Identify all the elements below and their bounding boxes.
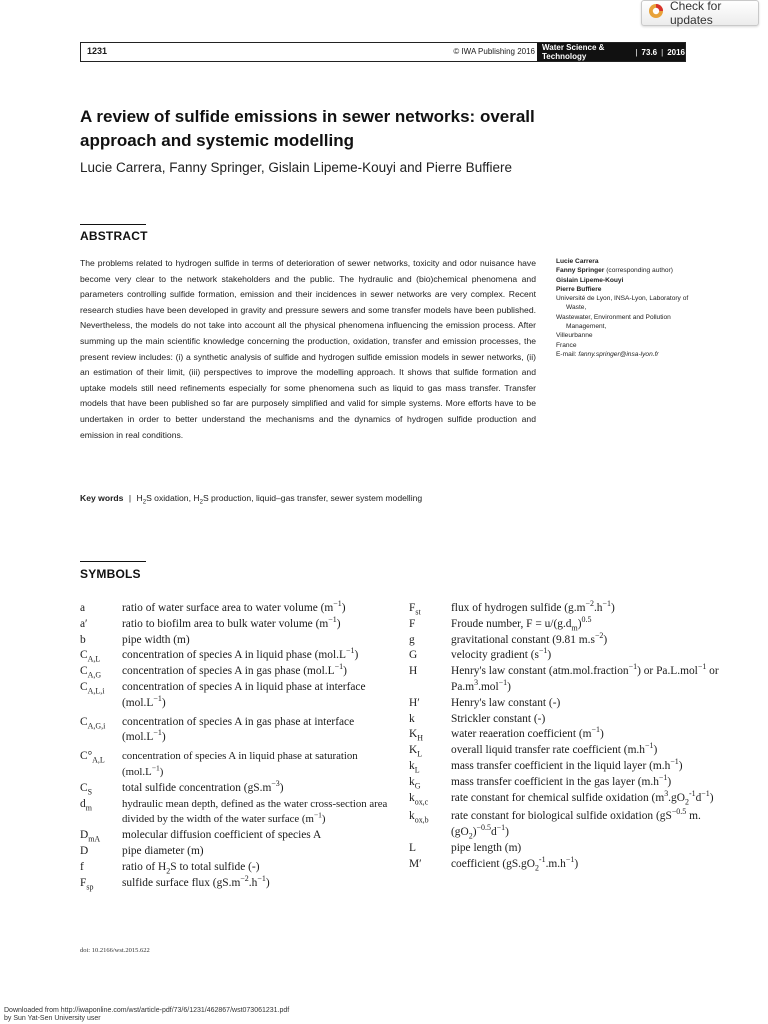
- symbol-row: g gravitational constant (9.81 $m.s^{-2}$): [409, 630, 608, 646]
- symbol-row: F Froude number, $F = u/(g.d_m)^{0.5}$: [409, 615, 592, 633]
- journal-volume: 73.6: [641, 47, 658, 57]
- check-for-updates-button[interactable]: [641, 0, 759, 26]
- aff-corresponding: (corresponding author): [604, 267, 673, 275]
- symbol-row: $k_L$ mass transfer coefficient in the liquid layer $(m.h^{-1})$: [409, 757, 683, 775]
- symbols-heading: SYMBOLS: [80, 567, 141, 581]
- symbol-row: H Henry's law constant (atm.mol.fraction$^{-1}$) or Pa.L.mol$^{-1}$ or $Pa.m^3.mol^{-1}$): [409, 662, 719, 693]
- symbols-rule: [80, 561, 146, 562]
- symbol-row: $C_{A,G}$ concentration of species A in gas phase $(mol.L^{-1})$: [80, 662, 347, 680]
- abstract-heading: ABSTRACT: [80, 229, 148, 243]
- aff-name-4: Pierre Buffiere: [556, 285, 602, 293]
- symbol-row: $K_H$ water reaeration coefficient $(m^{-1})$: [409, 725, 604, 743]
- aff-line-1: Université de Lyon, INSA-Lyon, Laboratory of: [556, 295, 689, 303]
- symbol-row: $k_G$ mass transfer coefficient in the gas layer $(m.h^{-1})$: [409, 772, 672, 791]
- paper-title: [80, 105, 640, 153]
- symbol-row: $d_m$ hydraulic mean depth, defined as the water cross-section area divided by the width of the water surface $(m^{-1})$: [80, 797, 388, 826]
- check-updates-label: Check for updates: [670, 0, 722, 27]
- authors: Lucie Carrera, Fanny Springer, Gislain Lipeme-Kouyi and Pierre Buffiere: [80, 160, 512, 175]
- symbol-row: $k_{ox,c}$ rate constant for chemical sulfide oxidation $(m^3.gO_2^{-1}d^{-1})$: [409, 788, 714, 806]
- aff-line-4: Management,: [566, 323, 607, 331]
- symbol-row: $F_{sp}$ sulfide surface flux $(gS.m^{-2}.h^{-1})$: [80, 873, 270, 891]
- check-updates-icon: [648, 3, 664, 24]
- symbol-row: f ratio of $H_2S$ to total sulfide (-): [80, 860, 260, 876]
- symbol-row: $C_S$ total sulfide concentration $(gS.m^{-3})$: [80, 778, 284, 797]
- symbol-row: $F_{st}$ flux of hydrogen sulfide $(g.m^{-2}.h^{-1})$: [409, 599, 615, 617]
- journal-name: Water Science & Technology: [542, 43, 605, 61]
- abstract-text: The problems related to hydrogen sulfide in terms of deterioration of sewer networks, toxicity and odor nuisance have become very clear to the network stakeholders and the public. The hydraulic and (bio)chemical phenomena and parameters controlling sulfide formation, emission and their incidences in sewer networks are very complex. Recent research studies have been developed in gravity and pressure sewers and some transfer models have been published. Nevertheless, the models do not take into account all the physical phenomena influencing the emission process. After summing up the main scientific knowledge concerning the production, oxidation, transfer and emission processes, the present review includes: (i) a synthetic analysis of sulfide and hydrogen sulfide emission models in sewer networks, (ii) an estimation of their limit, (iii) perspectives to improve the modelling approach. It shows that sulfide formation and uptake models still need refinements especially for some phenomena such as liquid to gas mass transfer. Transfer models that have been published so far are purposely simplified and valid for simple systems. More efforts have to be undertaken in order to better understand the mechanisms and the dynamics of hydrogen sulfide production and emission in real conditions.: [80, 258, 536, 440]
- symbol-row: b pipe width (m): [80, 633, 190, 646]
- symbol-row: $C_{A,L}$ concentration of species A in liquid phase $(mol.L^{-1})$: [80, 646, 359, 664]
- symbol-row: $C_{A,G,i}$ concentration of species A in gas phase at interface $(mol.L^{-1})$: [80, 715, 355, 744]
- aff-line-6: France: [556, 341, 577, 349]
- symbol-row: $D_{mA}$ molecular diffusion coefficient of species A: [80, 829, 322, 844]
- aff-name-2: Fanny Springer: [556, 267, 605, 275]
- page-number: 1231: [87, 46, 108, 56]
- journal-header: [80, 42, 686, 62]
- aff-line-2: Waste,: [566, 304, 587, 312]
- symbol-row: L pipe length (m): [409, 841, 522, 854]
- symbol-row: M′ coefficient $(gS.gO_2^{-1}.m.h^{-1})$: [409, 854, 579, 873]
- publisher: © IWA Publishing 2016: [453, 47, 535, 56]
- aff-line-3: Wastewater, Environment and Pollution: [556, 313, 671, 321]
- symbols-right-column: [409, 601, 719, 873]
- keywords: Key words | $H_2S$ oxidation, $H_2S$ production, liquid–gas transfer, sewer system modelling: [80, 493, 423, 506]
- abstract-body: [80, 256, 536, 443]
- symbol-row: D pipe diameter (m): [80, 844, 204, 857]
- symbol-row: $k_{ox,b}$ rate constant for biological sulfide oxidation ($gS^{-0.5}$ $m.(gO_2)^{-0.5}d^{-1}$): [409, 807, 701, 841]
- journal-info: Water Science & Technology | 73.6 | 2016: [537, 43, 685, 61]
- abstract-rule: [80, 224, 146, 225]
- aff-line-5: Villeurbanne: [556, 332, 593, 340]
- symbol-row: a′ ratio to biofilm area to bulk water volume $(m^{-1})$: [80, 615, 341, 630]
- download-user: by Sun Yat-Sen University user: [4, 1015, 101, 1022]
- symbol-row: $C_{A,L,i}$ concentration of species A in liquid phase at interface $(mol.L^{-1})$: [80, 680, 366, 709]
- keywords-label: Key words: [80, 493, 124, 503]
- keywords-list: $H_2S$ oxidation, $H_2S$ production, liquid–gas transfer, sewer system modelling: [136, 493, 423, 506]
- aff-email[interactable]: fanny.springer@insa-lyon.fr: [578, 350, 659, 358]
- aff-name-3: Gislain Lipeme-Kouyi: [556, 276, 624, 284]
- symbol-row: G velocity gradient $(s^{-1})$: [409, 646, 552, 662]
- aff-name-1: Lucie Carrera: [556, 258, 599, 265]
- title-line-1: A review of sulfide emissions in sewer networks: overall: [80, 107, 535, 126]
- symbol-row: $K_L$ overall liquid transfer rate coefficient $(m.h^{-1})$: [409, 741, 658, 759]
- title-line-2: approach and systemic modelling: [80, 131, 354, 150]
- aff-email-label: E-mail:: [556, 350, 579, 358]
- doi[interactable]: doi: 10.2166/wst.2015.622: [80, 947, 150, 954]
- symbol-row: k Strickler constant (-): [409, 712, 546, 725]
- symbol-row: H′ Henry's law constant (-): [409, 696, 561, 709]
- symbol-row: a ratio of water surface area to water volume $(m^{-1})$: [80, 599, 346, 614]
- affiliation: [556, 257, 716, 359]
- symbols-left-column: [80, 601, 388, 891]
- download-url[interactable]: Downloaded from http://iwaponline.com/wst/article-pdf/73/6/1231/462867/wst073061231.pdf: [4, 1007, 290, 1014]
- download-note: [4, 1007, 289, 1023]
- journal-year: 2016: [667, 47, 685, 57]
- symbol-row: $C^\circ_{A,L}$ concentration of species A in liquid phase at saturation $(mol.L^{-1})$: [80, 750, 358, 778]
